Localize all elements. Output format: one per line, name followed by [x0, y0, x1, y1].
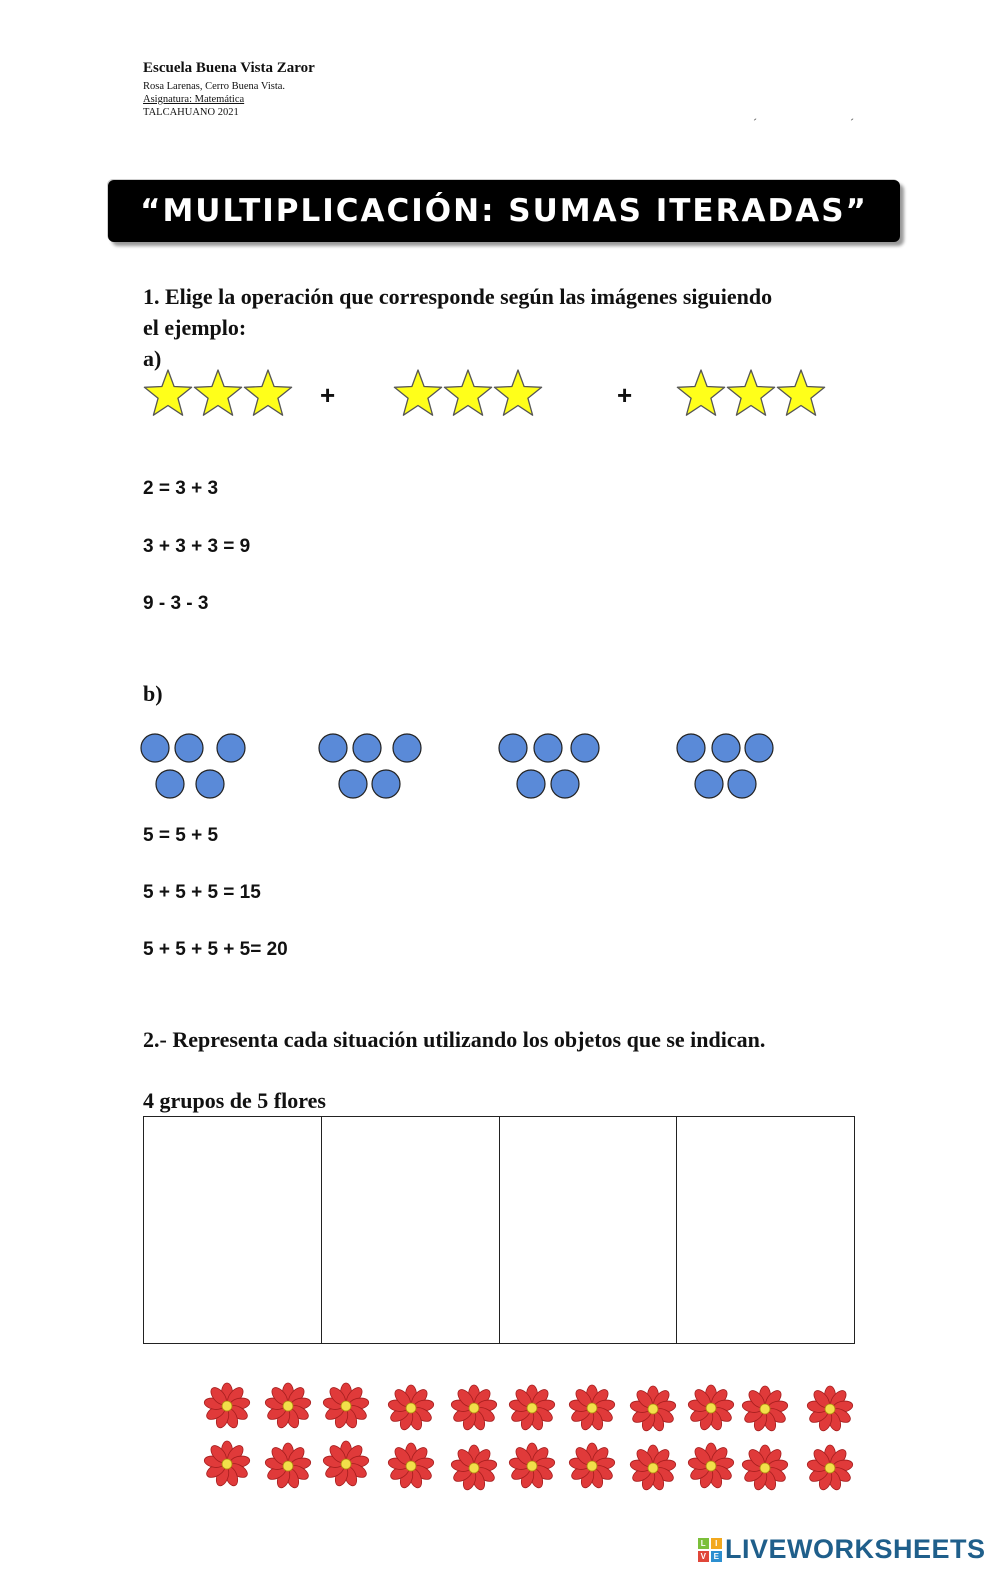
circle-icon [319, 734, 347, 762]
city-year: TALCAHUANO 2021 [143, 107, 239, 118]
star-icon [194, 370, 241, 415]
flower-icon[interactable] [687, 1385, 734, 1431]
flower-icon[interactable] [508, 1385, 555, 1431]
flower-icon[interactable] [264, 1383, 311, 1429]
worksheet-title: “MULTIPLICACIÓN: SUMAS ITERADAS” [140, 193, 868, 229]
flower-icon[interactable] [387, 1443, 434, 1489]
option-a-1[interactable]: 2 = 3 + 3 [143, 478, 219, 499]
circle-icon [499, 734, 527, 762]
subject: Asignatura: Matemática [143, 94, 245, 105]
option-b-2[interactable]: 5 + 5 + 5 = 15 [143, 882, 261, 903]
star-icon [677, 370, 724, 415]
question-1-line-1: 1. Elige la operación que corresponde según las imágenes siguiendo [143, 284, 773, 309]
star-icon [444, 370, 491, 415]
flower-icon[interactable] [322, 1383, 369, 1429]
drop-box-1[interactable] [144, 1117, 322, 1343]
tick-mark: ´ [850, 116, 854, 130]
flower-icon[interactable] [741, 1386, 788, 1432]
question-1-line-2: el ejemplo: [143, 315, 247, 340]
drop-grid [143, 1116, 855, 1344]
circle-icon [534, 734, 562, 762]
star-icon [777, 370, 824, 415]
flower-icon[interactable] [568, 1385, 615, 1431]
star-icon [244, 370, 291, 415]
circle-icon [141, 734, 169, 762]
circle-icon [372, 770, 400, 798]
flower-icon[interactable] [806, 1445, 853, 1491]
flower-icon[interactable] [203, 1383, 250, 1429]
circle-group-3 [499, 734, 599, 798]
school-name: Escuela Buena Vista Zaror [143, 60, 315, 76]
option-a-2[interactable]: 3 + 3 + 3 = 9 [143, 536, 251, 557]
star-icon [144, 370, 191, 415]
circle-icon [196, 770, 224, 798]
flower-icon[interactable] [203, 1441, 250, 1487]
title-banner [108, 180, 900, 242]
flower-icon[interactable] [629, 1445, 676, 1491]
circle-icon [517, 770, 545, 798]
school-address: Rosa Larenas, Cerro Buena Vista. [143, 81, 286, 92]
star-icon [727, 370, 774, 415]
circle-icon [217, 734, 245, 762]
circle-icon [677, 734, 705, 762]
logo-mark-icon: L I V E [698, 1538, 722, 1562]
question-2-title: 2.- Representa cada situación utilizando los objetos que se indican. [143, 1027, 766, 1052]
circle-groups [138, 730, 788, 802]
drop-box-4[interactable] [677, 1117, 854, 1343]
star-icon [394, 370, 441, 415]
flower-icon[interactable] [629, 1386, 676, 1432]
flower-icon[interactable] [264, 1443, 311, 1489]
circle-icon [695, 770, 723, 798]
tick-mark: ´ [753, 116, 757, 130]
drop-box-2[interactable] [322, 1117, 500, 1343]
flower-icon[interactable] [687, 1443, 734, 1489]
circle-icon [353, 734, 381, 762]
flower-icon[interactable] [508, 1443, 555, 1489]
circle-group-2 [319, 734, 421, 798]
flower-icon[interactable] [450, 1385, 497, 1431]
star-groups [140, 366, 850, 422]
plus-sign: + [320, 380, 336, 410]
circle-icon [571, 734, 599, 762]
plus-sign: + [617, 380, 633, 410]
circle-icon [551, 770, 579, 798]
flower-icon[interactable] [741, 1445, 788, 1491]
option-b-1[interactable]: 5 = 5 + 5 [143, 825, 219, 846]
flower-icon[interactable] [387, 1385, 434, 1431]
drop-box-3[interactable] [500, 1117, 678, 1343]
option-b-3[interactable]: 5 + 5 + 5 + 5= 20 [143, 939, 288, 960]
flower-icon[interactable] [806, 1386, 853, 1432]
part-a-label: a) [143, 346, 162, 371]
logo-text: LIVEWORKSHEETS [725, 1534, 986, 1564]
circle-icon [156, 770, 184, 798]
option-a-3[interactable]: 9 - 3 - 3 [143, 593, 209, 614]
circle-icon [339, 770, 367, 798]
flower-icon[interactable] [568, 1443, 615, 1489]
question-2-subtitle: 4 grupos de 5 flores [143, 1088, 326, 1113]
flower-bank [195, 1378, 865, 1502]
flower-icon[interactable] [322, 1441, 369, 1487]
circle-icon [175, 734, 203, 762]
part-b-label: b) [143, 681, 163, 706]
circle-icon [393, 734, 421, 762]
circle-icon [728, 770, 756, 798]
circle-icon [712, 734, 740, 762]
circle-group-4 [677, 734, 773, 798]
liveworksheets-logo [698, 1534, 986, 1565]
star-icon [494, 370, 541, 415]
flower-icon[interactable] [450, 1445, 497, 1491]
circle-icon [745, 734, 773, 762]
circle-group-1 [141, 734, 245, 798]
